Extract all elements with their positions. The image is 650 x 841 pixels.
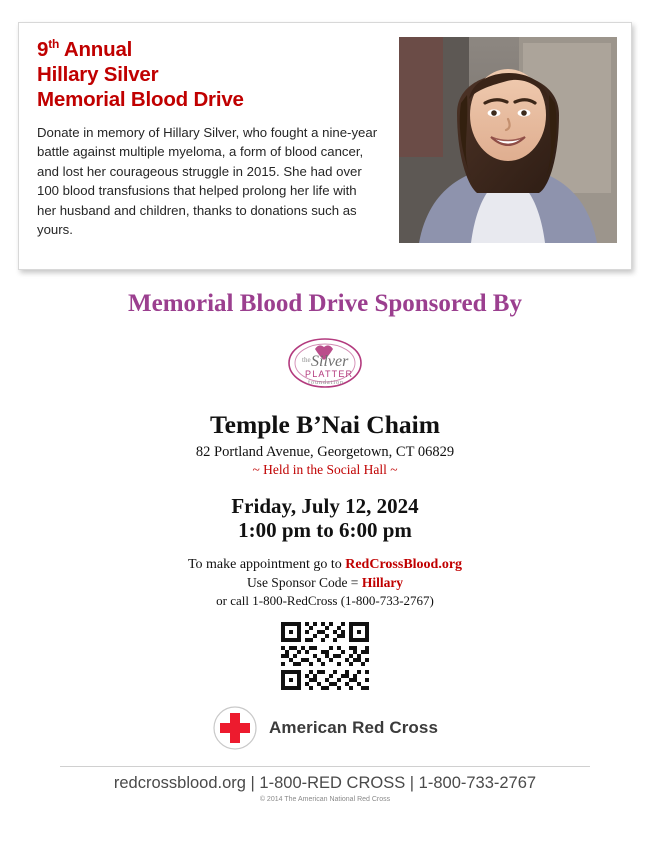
redcrossblood-link[interactable]: RedCrossBlood.org	[345, 557, 463, 572]
venue-note: ~ Held in the Social Hall ~	[252, 462, 398, 477]
sponsor-heading: Memorial Blood Drive Sponsored By	[128, 290, 522, 317]
headline-line-1-rest: Annual	[59, 38, 133, 61]
qr-code-image	[277, 618, 373, 694]
appointment-line-2	[0, 574, 650, 592]
headline-line-3: Memorial Blood Drive	[37, 88, 244, 111]
appointment-line-1	[0, 556, 650, 574]
appointment-line-3: or call 1-800-RedCross (1-800-733-2767)	[216, 593, 434, 608]
appointment-prefix: To make appointment go to	[187, 557, 346, 572]
event-time: 1:00 pm to 6:00 pm	[238, 518, 412, 542]
headline-line-1	[37, 38, 132, 61]
svg-text:PLATTER: PLATTER	[305, 369, 354, 379]
headline-ordinal-number: 9	[37, 38, 49, 61]
footer-divider	[60, 766, 590, 767]
headline-line-2: Hillary Silver	[37, 63, 159, 86]
svg-text:Silver: Silver	[311, 353, 349, 370]
event-date: Friday, July 12, 2024	[231, 494, 419, 518]
memorial-description: Donate in memory of Hillary Silver, who fought a nine-year battle against multiple myeloma, a form of blood cancer, and lost her courageous struggle in 2015. She had over 100 blood transfusions that helped prolong her life with her husband and children, thanks to donations such as yours.	[37, 125, 378, 238]
silver-platter-foundation-logo	[275, 332, 375, 394]
qr-code[interactable]	[277, 618, 373, 694]
svg-text:foundation: foundation	[308, 380, 344, 386]
sponsor-code-value: Hillary	[361, 575, 404, 590]
headline-ordinal-suffix: th	[48, 37, 60, 52]
intro-card	[18, 22, 632, 270]
american-red-cross-logo	[213, 706, 443, 750]
portrait-photo	[399, 37, 617, 243]
sponsor-code-label: Use Sponsor Code =	[246, 575, 362, 590]
flyer-headline	[37, 37, 387, 112]
venue-address: 82 Portland Avenue, Georgetown, CT 06829	[195, 444, 455, 460]
sponsor-logo-mark	[275, 332, 375, 394]
red-cross-mark	[213, 706, 257, 750]
footer-contact: redcrossblood.org | 1-800-RED CROSS | 1-800-733-2767	[113, 774, 537, 792]
red-cross-icon	[213, 706, 257, 750]
svg-text:the: the	[302, 356, 311, 364]
appointment-instructions	[0, 556, 650, 610]
venue-name: Temple B’Nai Chaim	[210, 410, 440, 439]
footer-copyright: © 2014 The American National Red Cross	[259, 796, 391, 803]
portrait-illustration	[399, 37, 617, 243]
american-red-cross-wordmark: American Red Cross	[269, 718, 439, 737]
